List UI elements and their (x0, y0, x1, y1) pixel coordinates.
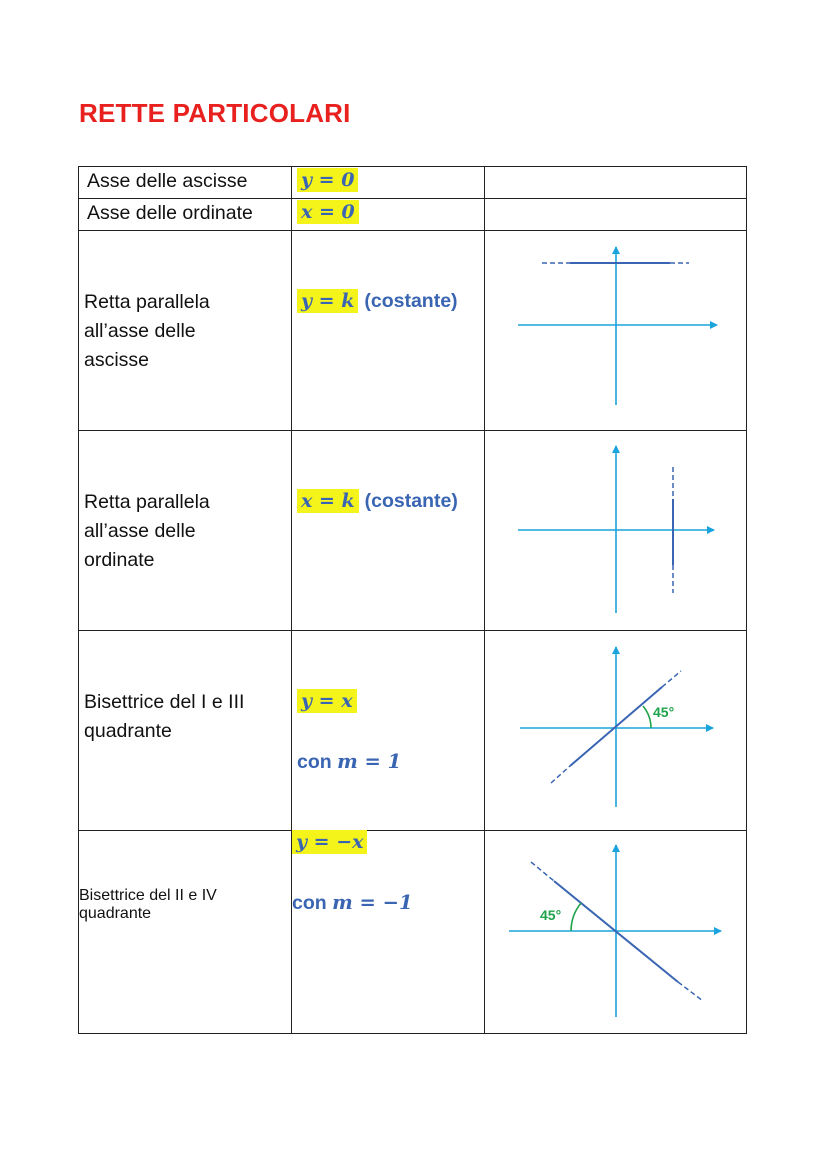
row-label-line: all’asse delle (84, 320, 196, 342)
row-label-line: Retta parallela (84, 291, 210, 313)
dashed-extension (678, 982, 703, 1001)
formula-cell (292, 431, 485, 631)
formula-cell (292, 199, 485, 231)
figure-cell (485, 431, 747, 631)
formula-cell (292, 831, 485, 1034)
figure-cell (485, 199, 747, 231)
label-cell (79, 167, 292, 199)
equation: y = x (297, 689, 357, 713)
row-label-line: ordinate (84, 549, 155, 571)
row-label: Asse delle ascisse (87, 170, 248, 192)
equation: x = k (297, 489, 359, 513)
label-cell (79, 831, 292, 1034)
label-cell (79, 199, 292, 231)
row-label-line: Retta parallela (84, 491, 210, 513)
table-row (79, 231, 747, 431)
angle-label: 45° (540, 907, 562, 923)
slope-note: con m = 1 (297, 750, 402, 773)
row-label-line: quadrante (79, 905, 152, 922)
vertical-line-figure (485, 431, 746, 630)
row-label-line: ascisse (84, 349, 150, 371)
horizontal-line-figure (485, 231, 746, 430)
figure-cell (485, 631, 747, 831)
bisector-ii-iv-figure (485, 831, 746, 1033)
figure-cell (485, 167, 747, 199)
table-row (79, 167, 747, 199)
equation: x = 0 (297, 200, 359, 224)
table-row (79, 431, 747, 631)
figure-cell (485, 231, 747, 431)
equation: y = −x (292, 830, 367, 854)
equation: y = 0 (297, 168, 358, 192)
slope-value: m = 1 (337, 750, 402, 773)
figure-cell (485, 831, 747, 1034)
dashed-extension (531, 862, 554, 881)
special-lines-table (78, 166, 747, 1034)
label-cell (79, 231, 292, 431)
row-label-line: Bisettrice del II e IV (79, 887, 217, 904)
dashed-extension (662, 671, 681, 687)
formula-cell (292, 631, 485, 831)
row-label-line: quadrante (84, 720, 172, 742)
bisector-i-iii-figure (485, 631, 746, 830)
label-cell (79, 431, 292, 631)
angle-arc (643, 706, 651, 728)
row-label-line: all’asse delle (84, 520, 196, 542)
slope-note: con m = −1 (292, 891, 413, 914)
row-label-line: Bisettrice del I e III (84, 691, 245, 713)
formula-cell (292, 167, 485, 199)
page-title: RETTE PARTICOLARI (79, 98, 351, 128)
constant-note: (costante) (364, 490, 458, 512)
slope-value: m = −1 (332, 891, 413, 914)
dashed-extension (551, 766, 570, 783)
angle-arc (571, 903, 581, 931)
table-row (79, 199, 747, 231)
label-cell (79, 631, 292, 831)
constant-note: (costante) (364, 290, 458, 312)
equation: y = k (297, 289, 358, 313)
table-row (79, 831, 747, 1034)
row-label: Asse delle ordinate (87, 202, 253, 224)
table-row (79, 631, 747, 831)
angle-label: 45° (653, 704, 675, 720)
formula-cell (292, 231, 485, 431)
